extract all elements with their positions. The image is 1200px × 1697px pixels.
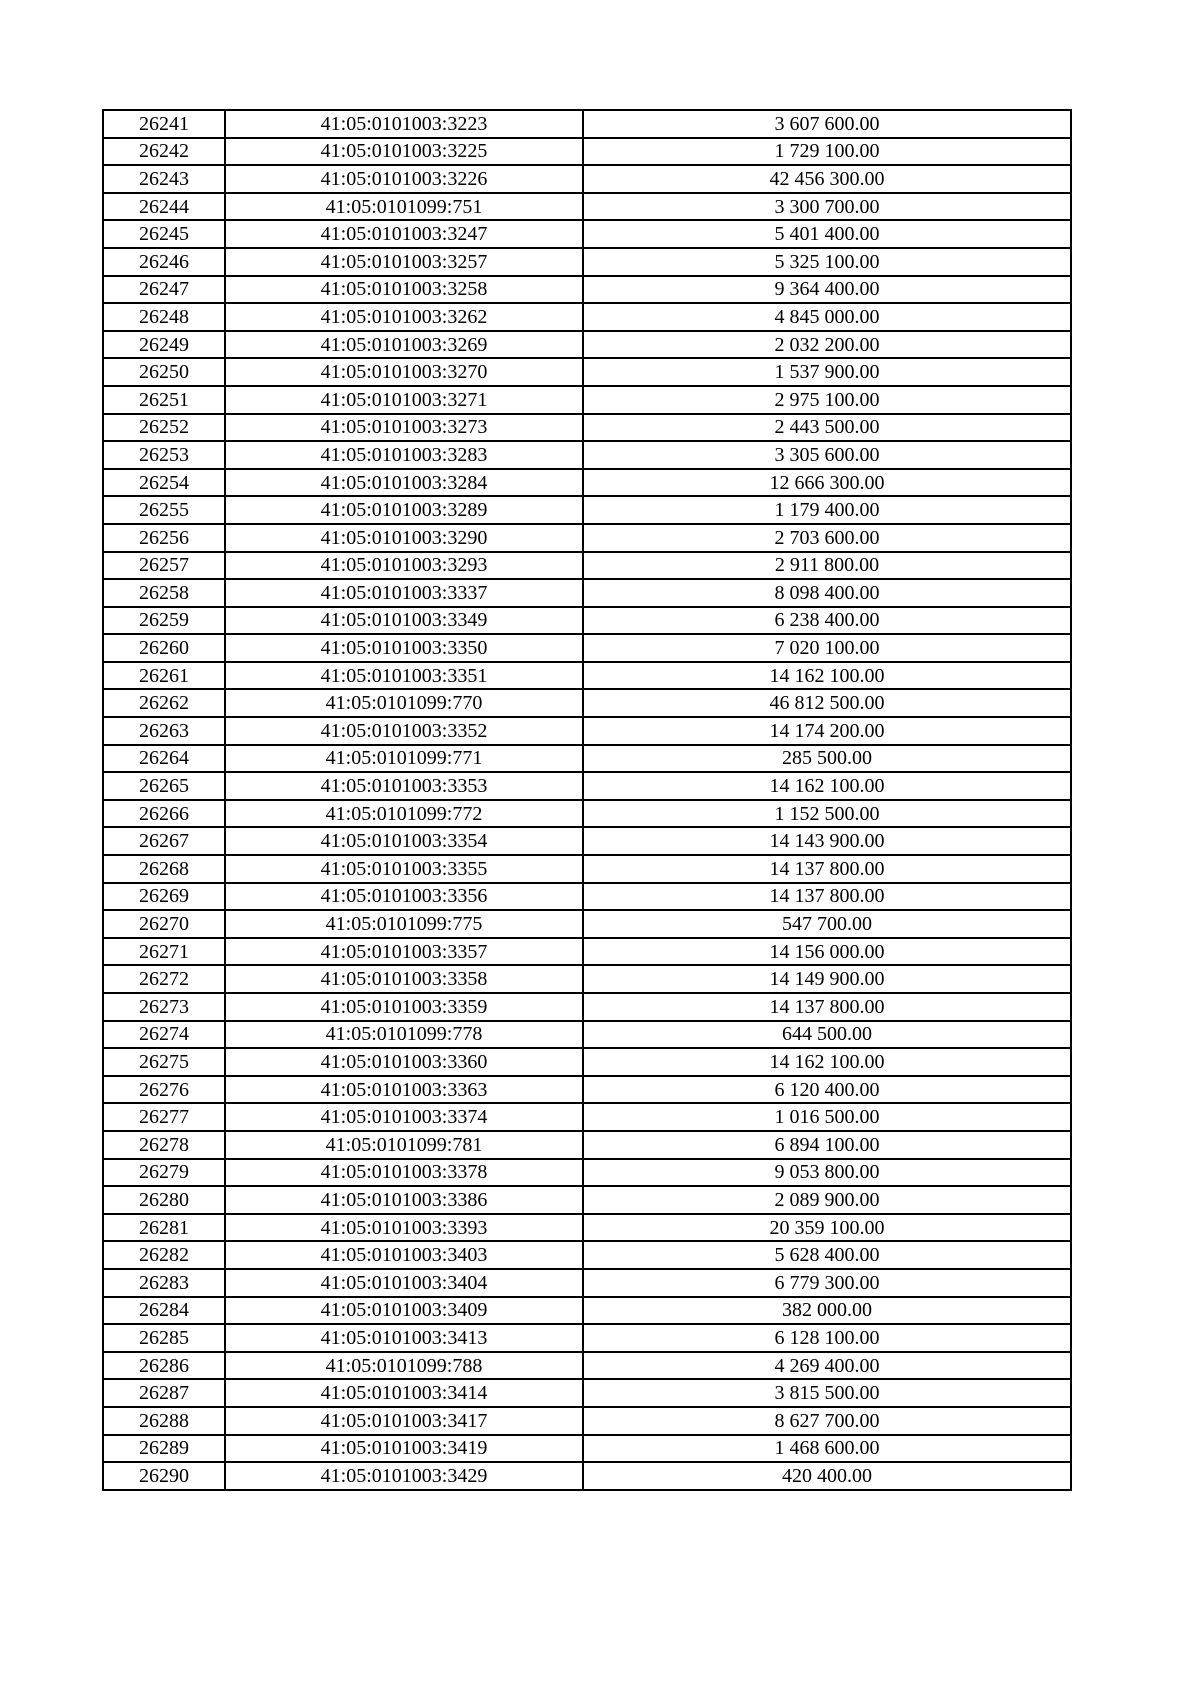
cadastral-value-cell: 7 020 100.00 [583,634,1071,662]
cadastral-value-cell: 14 137 800.00 [583,993,1071,1021]
cadastral-value-cell: 3 815 500.00 [583,1379,1071,1407]
row-number-cell: 26263 [103,717,225,745]
cadastral-value-cell: 14 137 800.00 [583,883,1071,911]
cadastral-number-cell: 41:05:0101003:3293 [225,552,583,580]
table-row [103,1352,1071,1380]
row-number-cell: 26284 [103,1297,225,1325]
row-number-cell: 26275 [103,1048,225,1076]
table-row [103,358,1071,386]
cadastral-value-cell: 42 456 300.00 [583,165,1071,193]
row-number-cell: 26289 [103,1435,225,1463]
table-row [103,165,1071,193]
cadastral-value-cell: 2 443 500.00 [583,414,1071,442]
row-number-cell: 26248 [103,303,225,331]
row-number-cell: 26277 [103,1103,225,1131]
cadastral-number-cell: 41:05:0101003:3223 [225,110,583,138]
cadastral-number-cell: 41:05:0101003:3247 [225,220,583,248]
cadastral-number-cell: 41:05:0101003:3225 [225,138,583,166]
row-number-cell: 26280 [103,1186,225,1214]
table-row [103,1324,1071,1352]
row-number-cell: 26265 [103,772,225,800]
row-number-cell: 26262 [103,689,225,717]
cadastral-value-cell: 9 364 400.00 [583,276,1071,304]
table-row [103,855,1071,883]
cadastral-value-cell: 644 500.00 [583,1021,1071,1049]
cadastral-value-cell: 1 729 100.00 [583,138,1071,166]
cadastral-value-cell: 14 162 100.00 [583,662,1071,690]
cadastral-value-cell: 4 845 000.00 [583,303,1071,331]
table-row [103,248,1071,276]
cadastral-value-cell: 5 401 400.00 [583,220,1071,248]
row-number-cell: 26268 [103,855,225,883]
cadastral-value-cell: 20 359 100.00 [583,1214,1071,1242]
row-number-cell: 26288 [103,1407,225,1435]
cadastral-value-cell: 5 628 400.00 [583,1241,1071,1269]
row-number-cell: 26281 [103,1214,225,1242]
cadastral-number-cell: 41:05:0101003:3352 [225,717,583,745]
cadastral-number-cell: 41:05:0101003:3258 [225,276,583,304]
row-number-cell: 26278 [103,1131,225,1159]
table-row [103,441,1071,469]
table-row [103,579,1071,607]
table-row [103,1048,1071,1076]
cadastral-value-cell: 1 468 600.00 [583,1435,1071,1463]
row-number-cell: 26252 [103,414,225,442]
row-number-cell: 26274 [103,1021,225,1049]
cadastral-number-cell: 41:05:0101003:3357 [225,938,583,966]
cadastral-number-cell: 41:05:0101003:3429 [225,1462,583,1490]
row-number-cell: 26290 [103,1462,225,1490]
cadastral-number-cell: 41:05:0101003:3404 [225,1269,583,1297]
cadastral-number-cell: 41:05:0101003:3359 [225,993,583,1021]
cadastral-value-cell: 4 269 400.00 [583,1352,1071,1380]
cadastral-value-cell: 9 053 800.00 [583,1159,1071,1187]
cadastral-value-cell: 14 162 100.00 [583,772,1071,800]
cadastral-number-cell: 41:05:0101003:3360 [225,1048,583,1076]
table-row [103,1241,1071,1269]
table-row [103,1159,1071,1187]
cadastral-number-cell: 41:05:0101003:3393 [225,1214,583,1242]
row-number-cell: 26261 [103,662,225,690]
cadastral-number-cell: 41:05:0101003:3419 [225,1435,583,1463]
cadastral-value-table [102,109,1072,1491]
cadastral-value-cell: 3 607 600.00 [583,110,1071,138]
table-row [103,965,1071,993]
row-number-cell: 26267 [103,827,225,855]
cadastral-number-cell: 41:05:0101003:3414 [225,1379,583,1407]
row-number-cell: 26253 [103,441,225,469]
cadastral-value-cell: 6 128 100.00 [583,1324,1071,1352]
cadastral-value-cell: 2 975 100.00 [583,386,1071,414]
cadastral-value-cell: 46 812 500.00 [583,689,1071,717]
cadastral-value-cell: 285 500.00 [583,745,1071,773]
cadastral-number-cell: 41:05:0101003:3257 [225,248,583,276]
row-number-cell: 26260 [103,634,225,662]
table-row [103,827,1071,855]
cadastral-number-cell: 41:05:0101099:771 [225,745,583,773]
table-row [103,193,1071,221]
table-row [103,276,1071,304]
cadastral-number-cell: 41:05:0101003:3269 [225,331,583,359]
cadastral-value-cell: 6 238 400.00 [583,607,1071,635]
row-number-cell: 26249 [103,331,225,359]
cadastral-value-cell: 420 400.00 [583,1462,1071,1490]
table-row [103,1021,1071,1049]
cadastral-number-cell: 41:05:0101003:3358 [225,965,583,993]
table-row [103,469,1071,497]
table-row [103,1076,1071,1104]
table-row [103,1379,1071,1407]
row-number-cell: 26285 [103,1324,225,1352]
row-number-cell: 26251 [103,386,225,414]
cadastral-number-cell: 41:05:0101003:3337 [225,579,583,607]
cadastral-number-cell: 41:05:0101003:3374 [225,1103,583,1131]
cadastral-value-cell: 12 666 300.00 [583,469,1071,497]
table-row [103,1407,1071,1435]
table-row [103,110,1071,138]
cadastral-number-cell: 41:05:0101003:3386 [225,1186,583,1214]
cadastral-value-cell: 3 300 700.00 [583,193,1071,221]
cadastral-value-cell: 14 137 800.00 [583,855,1071,883]
row-number-cell: 26242 [103,138,225,166]
row-number-cell: 26270 [103,910,225,938]
cadastral-number-cell: 41:05:0101003:3413 [225,1324,583,1352]
cadastral-number-cell: 41:05:0101003:3271 [225,386,583,414]
row-number-cell: 26254 [103,469,225,497]
row-number-cell: 26255 [103,496,225,524]
cadastral-number-cell: 41:05:0101099:778 [225,1021,583,1049]
cadastral-number-cell: 41:05:0101099:788 [225,1352,583,1380]
table-row [103,303,1071,331]
cadastral-value-cell: 6 779 300.00 [583,1269,1071,1297]
cadastral-value-cell: 8 627 700.00 [583,1407,1071,1435]
row-number-cell: 26283 [103,1269,225,1297]
table-row [103,496,1071,524]
cadastral-number-cell: 41:05:0101003:3353 [225,772,583,800]
table-row [103,1186,1071,1214]
cadastral-number-cell: 41:05:0101099:775 [225,910,583,938]
cadastral-number-cell: 41:05:0101003:3363 [225,1076,583,1104]
cadastral-value-cell: 1 537 900.00 [583,358,1071,386]
row-number-cell: 26271 [103,938,225,966]
table-row [103,772,1071,800]
cadastral-number-cell: 41:05:0101003:3226 [225,165,583,193]
cadastral-value-cell: 8 098 400.00 [583,579,1071,607]
row-number-cell: 26269 [103,883,225,911]
cadastral-number-cell: 41:05:0101003:3355 [225,855,583,883]
cadastral-number-cell: 41:05:0101003:3403 [225,1241,583,1269]
table-row [103,634,1071,662]
cadastral-number-cell: 41:05:0101099:751 [225,193,583,221]
cadastral-value-cell: 14 149 900.00 [583,965,1071,993]
cadastral-value-cell: 2 703 600.00 [583,524,1071,552]
cadastral-value-cell: 6 120 400.00 [583,1076,1071,1104]
row-number-cell: 26259 [103,607,225,635]
table-row [103,883,1071,911]
table-row [103,745,1071,773]
row-number-cell: 26287 [103,1379,225,1407]
table-row [103,1297,1071,1325]
row-number-cell: 26245 [103,220,225,248]
row-number-cell: 26258 [103,579,225,607]
table-row [103,662,1071,690]
cadastral-number-cell: 41:05:0101003:3273 [225,414,583,442]
row-number-cell: 26286 [103,1352,225,1380]
table-row [103,414,1071,442]
cadastral-number-cell: 41:05:0101003:3283 [225,441,583,469]
cadastral-value-cell: 14 162 100.00 [583,1048,1071,1076]
cadastral-value-cell: 2 089 900.00 [583,1186,1071,1214]
row-number-cell: 26247 [103,276,225,304]
cadastral-value-cell: 3 305 600.00 [583,441,1071,469]
cadastral-number-cell: 41:05:0101003:3262 [225,303,583,331]
table-row [103,717,1071,745]
table-row [103,331,1071,359]
table-row [103,1214,1071,1242]
table-row [103,689,1071,717]
cadastral-value-cell: 14 174 200.00 [583,717,1071,745]
cadastral-number-cell: 41:05:0101003:3270 [225,358,583,386]
row-number-cell: 26264 [103,745,225,773]
cadastral-number-cell: 41:05:0101099:781 [225,1131,583,1159]
row-number-cell: 26282 [103,1241,225,1269]
cadastral-number-cell: 41:05:0101003:3351 [225,662,583,690]
cadastral-number-cell: 41:05:0101003:3378 [225,1159,583,1187]
row-number-cell: 26276 [103,1076,225,1104]
row-number-cell: 26244 [103,193,225,221]
table-body [103,110,1071,1490]
table-row [103,1131,1071,1159]
row-number-cell: 26279 [103,1159,225,1187]
cadastral-value-cell: 5 325 100.00 [583,248,1071,276]
table-row [103,607,1071,635]
row-number-cell: 26246 [103,248,225,276]
row-number-cell: 26243 [103,165,225,193]
table-row [103,552,1071,580]
table-row [103,138,1071,166]
cadastral-value-cell: 6 894 100.00 [583,1131,1071,1159]
cadastral-value-cell: 547 700.00 [583,910,1071,938]
table-row [103,938,1071,966]
cadastral-value-cell: 2 032 200.00 [583,331,1071,359]
row-number-cell: 26273 [103,993,225,1021]
row-number-cell: 26257 [103,552,225,580]
cadastral-value-cell: 14 156 000.00 [583,938,1071,966]
table-row [103,800,1071,828]
cadastral-value-cell: 1 016 500.00 [583,1103,1071,1131]
table-row [103,910,1071,938]
table-row [103,524,1071,552]
row-number-cell: 26241 [103,110,225,138]
cadastral-number-cell: 41:05:0101003:3284 [225,469,583,497]
row-number-cell: 26256 [103,524,225,552]
cadastral-number-cell: 41:05:0101099:772 [225,800,583,828]
cadastral-value-cell: 382 000.00 [583,1297,1071,1325]
row-number-cell: 26250 [103,358,225,386]
table-row [103,1435,1071,1463]
cadastral-value-cell: 1 179 400.00 [583,496,1071,524]
cadastral-number-cell: 41:05:0101099:770 [225,689,583,717]
cadastral-number-cell: 41:05:0101003:3354 [225,827,583,855]
cadastral-number-cell: 41:05:0101003:3350 [225,634,583,662]
cadastral-number-cell: 41:05:0101003:3290 [225,524,583,552]
cadastral-number-cell: 41:05:0101003:3417 [225,1407,583,1435]
cadastral-number-cell: 41:05:0101003:3289 [225,496,583,524]
table-row [103,993,1071,1021]
cadastral-value-cell: 1 152 500.00 [583,800,1071,828]
cadastral-value-cell: 14 143 900.00 [583,827,1071,855]
table-row [103,1269,1071,1297]
table-row [103,1103,1071,1131]
table-row [103,220,1071,248]
row-number-cell: 26266 [103,800,225,828]
cadastral-value-cell: 2 911 800.00 [583,552,1071,580]
table-row [103,386,1071,414]
cadastral-number-cell: 41:05:0101003:3356 [225,883,583,911]
row-number-cell: 26272 [103,965,225,993]
cadastral-number-cell: 41:05:0101003:3349 [225,607,583,635]
table-row [103,1462,1071,1490]
cadastral-number-cell: 41:05:0101003:3409 [225,1297,583,1325]
